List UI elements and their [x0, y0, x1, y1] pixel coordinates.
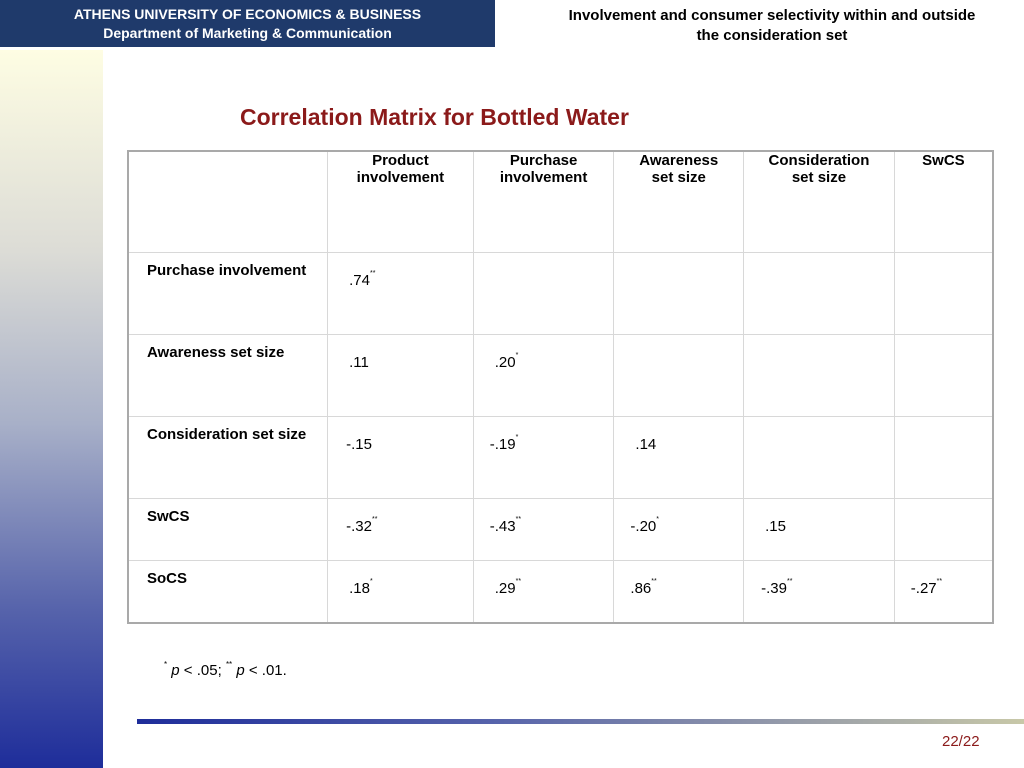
correlation-cell: [473, 253, 614, 335]
correlation-cell: -.43**: [473, 499, 614, 561]
footer-divider-line: [137, 719, 1024, 724]
correlation-cell: .74**: [328, 253, 474, 335]
correlation-cell: -.15: [328, 417, 474, 499]
subject-line-2: the consideration set: [696, 27, 848, 44]
university-name: ATHENS UNIVERSITY OF ECONOMICS & BUSINESS: [73, 6, 422, 22]
correlation-cell: .18*: [328, 561, 474, 623]
department-name: Department of Marketing & Communication: [103, 25, 392, 41]
slide-subject: [530, 6, 1014, 46]
correlation-matrix-table: [127, 150, 994, 624]
slide-title: Correlation Matrix for Bottled Water: [240, 104, 629, 130]
correlation-cell: [614, 335, 744, 417]
correlation-cell: -.39**: [744, 561, 895, 623]
correlation-cell: [894, 335, 993, 417]
side-gradient-bar: [0, 50, 103, 768]
correlation-cell: .86**: [614, 561, 744, 623]
table-header-row: [128, 151, 993, 253]
correlation-cell: [744, 253, 895, 335]
correlation-cell: -.20*: [614, 499, 744, 561]
correlation-cell: -.19*: [473, 417, 614, 499]
correlation-cell: [614, 253, 744, 335]
header-corner-cell: [128, 151, 328, 253]
correlation-cell: -.27**: [894, 561, 993, 623]
column-header-consideration-set-size: Consideration set size: [744, 151, 895, 253]
column-header-purchase-involvement: Purchase involvement: [473, 151, 614, 253]
correlation-cell: [894, 499, 993, 561]
column-header-swcs: SwCS: [894, 151, 993, 253]
significance-footnote: * p < .05; ** p < .01.: [164, 660, 287, 679]
row-label: SwCS: [128, 499, 328, 561]
column-header-awareness-set-size: Awareness set size: [614, 151, 744, 253]
correlation-cell: .15: [744, 499, 895, 561]
correlation-cell: .14: [614, 417, 744, 499]
correlation-cell: [894, 417, 993, 499]
table-row: [128, 335, 993, 417]
table-row: [128, 253, 993, 335]
table-row: [128, 417, 993, 499]
column-header-product-involvement: Product involvement: [328, 151, 474, 253]
correlation-cell: .11: [328, 335, 474, 417]
page-number: 22/22: [942, 733, 980, 750]
row-label: Awareness set size: [128, 335, 328, 417]
table-row: [128, 561, 993, 623]
row-label: Consideration set size: [128, 417, 328, 499]
correlation-cell: -.32**: [328, 499, 474, 561]
correlation-cell: [744, 335, 895, 417]
correlation-cell: .20*: [473, 335, 614, 417]
university-header: [0, 0, 495, 47]
row-label: Purchase involvement: [128, 253, 328, 335]
subject-line-1: Involvement and consumer selectivity within and outside: [568, 7, 976, 24]
correlation-cell: [894, 253, 993, 335]
correlation-cell: .29**: [473, 561, 614, 623]
table-row: [128, 499, 993, 561]
row-label: SoCS: [128, 561, 328, 623]
correlation-cell: [744, 417, 895, 499]
